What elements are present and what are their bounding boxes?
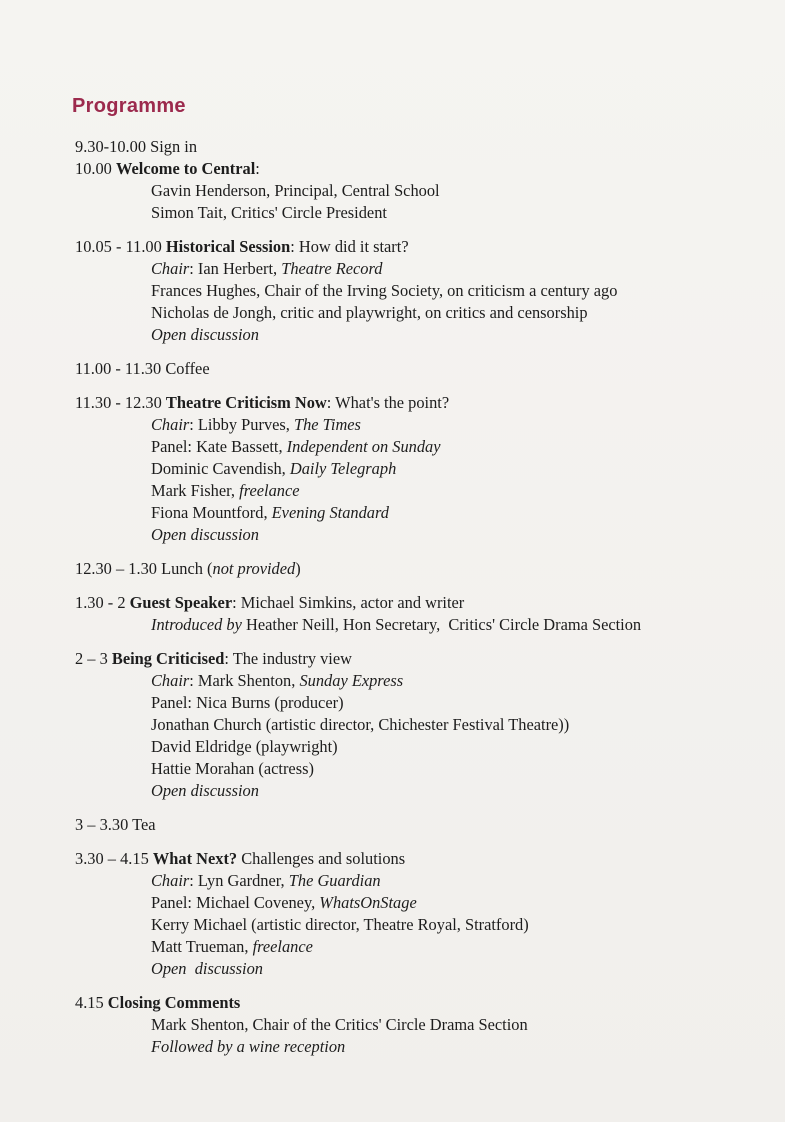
closing-heading-line	[75, 992, 775, 1014]
member-name: Matt Trueman,	[151, 937, 249, 956]
panel-publication: Independent on Sunday	[286, 437, 441, 456]
panel-label: Panel:	[151, 893, 192, 912]
criticised-panel-member: Hattie Morahan (actress)	[151, 759, 314, 778]
next-time: 3.30 – 4.15	[75, 849, 149, 868]
discussion-label: Open discussion	[151, 325, 259, 344]
historical-speaker: Nicholas de Jongh, critic and playwright, on critics and censorship	[151, 303, 588, 322]
welcome-speaker: Gavin Henderson, Principal, Central School	[151, 181, 440, 200]
tea-block	[75, 814, 775, 836]
chair-publication: Theatre Record	[281, 259, 383, 278]
guest-heading: Guest Speaker	[129, 593, 233, 612]
now-block	[75, 392, 775, 546]
chair-name: Lyn Gardner,	[197, 871, 285, 890]
chair-name: Libby Purves,	[197, 415, 290, 434]
member-name: Dominic Cavendish,	[151, 459, 286, 478]
next-panel-member: Kerry Michael (artistic director, Theatre Royal, Stratford)	[151, 915, 529, 934]
welcome-speaker: Simon Tait, Critics' Circle President	[151, 203, 387, 222]
next-heading-line	[75, 848, 775, 870]
chair-publication: The Times	[294, 415, 361, 434]
criticised-discussion	[75, 780, 775, 802]
now-panel-member	[75, 458, 775, 480]
discussion-label: Open discussion	[151, 781, 259, 800]
discussion-label: Open discussion	[151, 525, 259, 544]
next-chair: Chair: Lyn Gardner, The Guardian	[151, 871, 381, 890]
historical-speaker: Frances Hughes, Chair of the Irving Society, on criticism a century ago	[151, 281, 618, 300]
historical-subtitle: How did it start?	[298, 237, 409, 256]
closing-block	[75, 992, 775, 1058]
historical-block	[75, 236, 775, 346]
signin-time: 9.30-10.00	[75, 137, 147, 156]
criticised-time: 2 – 3	[75, 649, 108, 668]
now-panel-member	[75, 502, 775, 524]
next-subtitle: Challenges and solutions	[241, 849, 406, 868]
closing-reception	[75, 1036, 775, 1058]
tea-time: 3 – 3.30	[75, 815, 129, 834]
now-discussion	[75, 524, 775, 546]
closing-time: 4.15	[75, 993, 104, 1012]
closing-heading: Closing Comments	[107, 993, 241, 1012]
now-subtitle: What's the point?	[335, 393, 450, 412]
next-block	[75, 848, 775, 980]
panel-name: Michael Coveney,	[196, 893, 316, 912]
welcome-block	[75, 136, 775, 224]
tea-line	[75, 814, 775, 836]
chair-label: Chair	[151, 671, 190, 690]
chair-label: Chair	[151, 415, 190, 434]
lunch-line: 12.30 – 1.30 Lunch (not provided)	[75, 559, 301, 578]
member-publication: freelance	[239, 481, 300, 500]
coffee-time: 11.00 - 11.30	[75, 359, 162, 378]
chair-name: Mark Shenton,	[197, 671, 296, 690]
welcome-heading-line: 10.00 Welcome to Central:	[75, 159, 260, 178]
panel-name: Kate Bassett,	[196, 437, 283, 456]
guest-intro	[75, 614, 775, 636]
coffee-label: Coffee	[165, 359, 210, 378]
now-time: 11.30 - 12.30	[75, 393, 162, 412]
welcome-heading: Welcome to Central	[116, 159, 256, 178]
now-panel-member	[75, 480, 775, 502]
criticised-block	[75, 648, 775, 802]
panel-label: Panel:	[151, 437, 192, 456]
intro-text: Heather Neill, Hon Secretary, Critics' Circle Drama Section	[246, 615, 642, 634]
member-publication: Evening Standard	[271, 503, 389, 522]
discussion-label: Open discussion	[151, 959, 263, 978]
now-heading: Theatre Criticism Now	[165, 393, 327, 412]
next-panel-member	[75, 936, 775, 958]
chair-label: Chair	[151, 259, 190, 278]
historical-discussion	[75, 324, 775, 346]
member-publication: Daily Telegraph	[289, 459, 397, 478]
next-discussion	[75, 958, 775, 980]
member-name: Mark Fisher,	[151, 481, 236, 500]
welcome-time: 10.00	[75, 159, 112, 178]
member-publication: freelance	[252, 937, 313, 956]
reception-label: Followed by a wine reception	[151, 1037, 346, 1056]
coffee-block	[75, 358, 775, 380]
next-heading: What Next?	[152, 849, 238, 868]
historical-heading: Historical Session	[165, 237, 291, 256]
guest-heading-line: 1.30 - 2 Guest Speaker: Michael Simkins, actor and writer	[75, 593, 465, 612]
criticised-chair: Chair: Mark Shenton, Sunday Express	[151, 671, 404, 690]
now-panel	[75, 436, 775, 458]
lunch-label: Lunch	[161, 559, 203, 578]
tea-label: Tea	[132, 815, 156, 834]
historical-chair: Chair: Ian Herbert, Theatre Record	[151, 259, 383, 278]
chair-name: Ian Herbert,	[197, 259, 278, 278]
historical-heading-line: 10.05 - 11.00 Historical Session: How did it start?	[75, 237, 409, 256]
criticised-heading-line: 2 – 3 Being Criticised: The industry view	[75, 649, 352, 668]
criticised-heading: Being Criticised	[111, 649, 225, 668]
next-panel	[75, 892, 775, 914]
programme-list	[75, 136, 775, 1058]
lunch-time: 12.30 – 1.30	[75, 559, 157, 578]
guest-block	[75, 592, 775, 636]
signin-line	[75, 136, 775, 158]
criticised-panel: Panel: Nica Burns (producer)	[151, 693, 344, 712]
chair-label: Chair	[151, 871, 190, 890]
chair-publication: Sunday Express	[299, 671, 404, 690]
closing-speaker: Mark Shenton, Chair of the Critics' Circle Drama Section	[151, 1015, 528, 1034]
signin-label: Sign in	[150, 137, 198, 156]
lunch-block	[75, 558, 775, 580]
historical-time: 10.05 - 11.00	[75, 237, 162, 256]
guest-time: 1.30 - 2	[75, 593, 126, 612]
coffee-line	[75, 358, 775, 380]
chair-publication: The Guardian	[288, 871, 381, 890]
lunch-note: not provided	[212, 559, 296, 578]
intro-label: Introduced by	[151, 615, 242, 634]
page-title: Programme	[72, 95, 186, 117]
criticised-panel-member: Jonathan Church (artistic director, Chichester Festival Theatre))	[151, 715, 570, 734]
guest-speaker: Michael Simkins, actor and writer	[240, 593, 465, 612]
member-name: Fiona Mountford,	[151, 503, 268, 522]
panel-publication: WhatsOnStage	[319, 893, 417, 912]
criticised-subtitle: The industry view	[232, 649, 352, 668]
now-heading-line: 11.30 - 12.30 Theatre Criticism Now: What's the point?	[75, 393, 450, 412]
now-chair: Chair: Libby Purves, The Times	[151, 415, 361, 434]
criticised-panel-member: David Eldridge (playwright)	[151, 737, 338, 756]
